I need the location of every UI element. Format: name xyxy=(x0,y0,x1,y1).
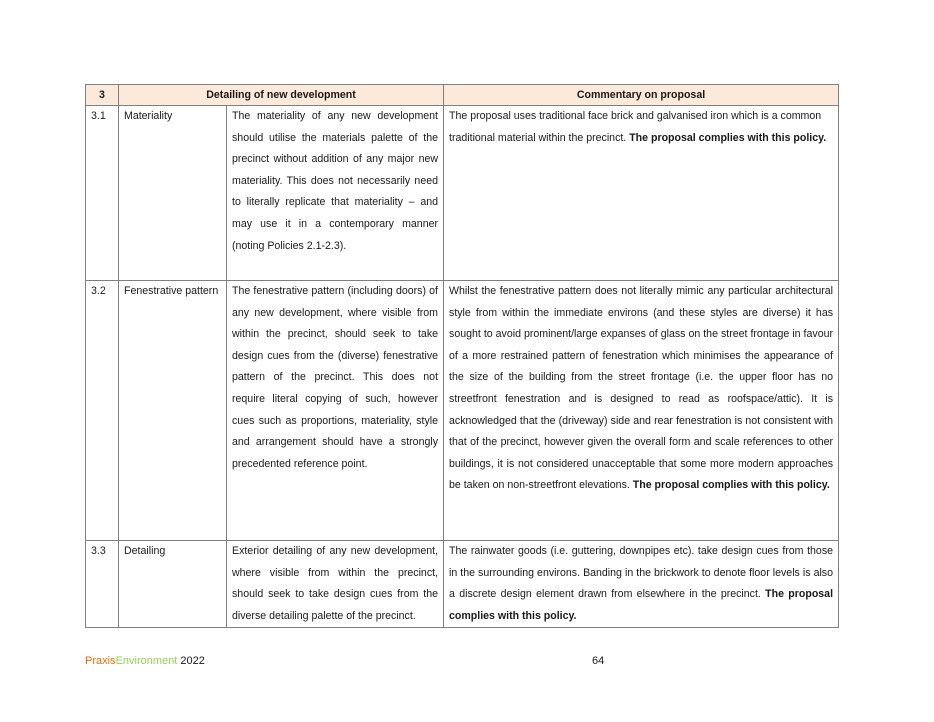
policy-text: The fenestrative pattern (including doors) of any new development, where visible from within the precinct, should seek to take design cues from the (diverse) fenestrative pattern of the precinct. This does not require literal copying of such, however cues such as proportions, materiality, style and arrangement should have a strongly precedented reference point. xyxy=(227,281,444,541)
footer-year: 2022 xyxy=(177,655,205,667)
commentary-conclusion: The proposal complies with this policy. xyxy=(629,131,827,144)
commentary-cell xyxy=(444,541,839,628)
commentary-conclusion: The proposal complies with this policy. xyxy=(632,479,830,492)
section-title-header: Detailing of new development xyxy=(119,85,444,106)
commentary-header: Commentary on proposal xyxy=(444,85,839,106)
commentary-conclusion: The proposal complies with this policy. xyxy=(449,588,834,622)
page-number: 64 xyxy=(592,655,605,667)
policy-table xyxy=(85,84,839,628)
table-row xyxy=(86,281,839,541)
table-row xyxy=(86,541,839,628)
policy-name: Detailing xyxy=(119,541,227,628)
policy-number: 3.2 xyxy=(86,281,119,541)
commentary-cell xyxy=(444,281,839,541)
section-number-header: 3 xyxy=(86,85,119,106)
footer-brand xyxy=(85,655,205,667)
commentary-text: The rainwater goods (i.e. guttering, downpipes etc). take design cues from those in the surrounding environs. Banding in the brickwork to denote floor levels is also a discrete design element drawn from elsewhere in the precinct. xyxy=(449,545,834,601)
commentary-cell xyxy=(444,106,839,281)
policy-text: Exterior detailing of any new development, where visible from within the precinct, should seek to take design cues from the diverse detailing palette of the precinct. xyxy=(227,541,444,628)
commentary-text: Whilst the fenestrative pattern does not literally mimic any particular architectural style from within the immediate environs (and these styles are diverse) it has sought to avoid prominent/large expanses of glass on the street frontage in favour of a more restrained pattern of fenestration which minimises the appearance of the size of the building from the street frontage (i.e. the upper floor has no streetfront fenestration and is designed to read as roofspace/attic). It is acknowledged that the (driveway) side and rear fenestration is not consistent with that of the precinct, however given the overall form and scale references to other buildings, it is not considered unacceptable that some more modern approaches be taken on non-streetfront elevations. xyxy=(449,285,834,492)
policy-number: 3.3 xyxy=(86,541,119,628)
policy-text: The materiality of any new development should utilise the materials palette of the precinct without addition of any major new materiality. This does not necessarily need to literally replicate that materiality – and may use it in a contemporary manner (noting Policies 2.1-2.3). xyxy=(227,106,444,281)
table-row xyxy=(86,106,839,281)
policy-name: Fenestrative pattern xyxy=(119,281,227,541)
policy-number: 3.1 xyxy=(86,106,119,281)
brand-praxis: Praxis xyxy=(85,655,116,667)
table-header-row xyxy=(86,85,839,106)
policy-name: Materiality xyxy=(119,106,227,281)
brand-environment: Environment xyxy=(115,655,178,667)
commentary-text: The proposal uses traditional face brick and galvanised iron which is a common traditional material within the precinct. xyxy=(449,110,822,144)
